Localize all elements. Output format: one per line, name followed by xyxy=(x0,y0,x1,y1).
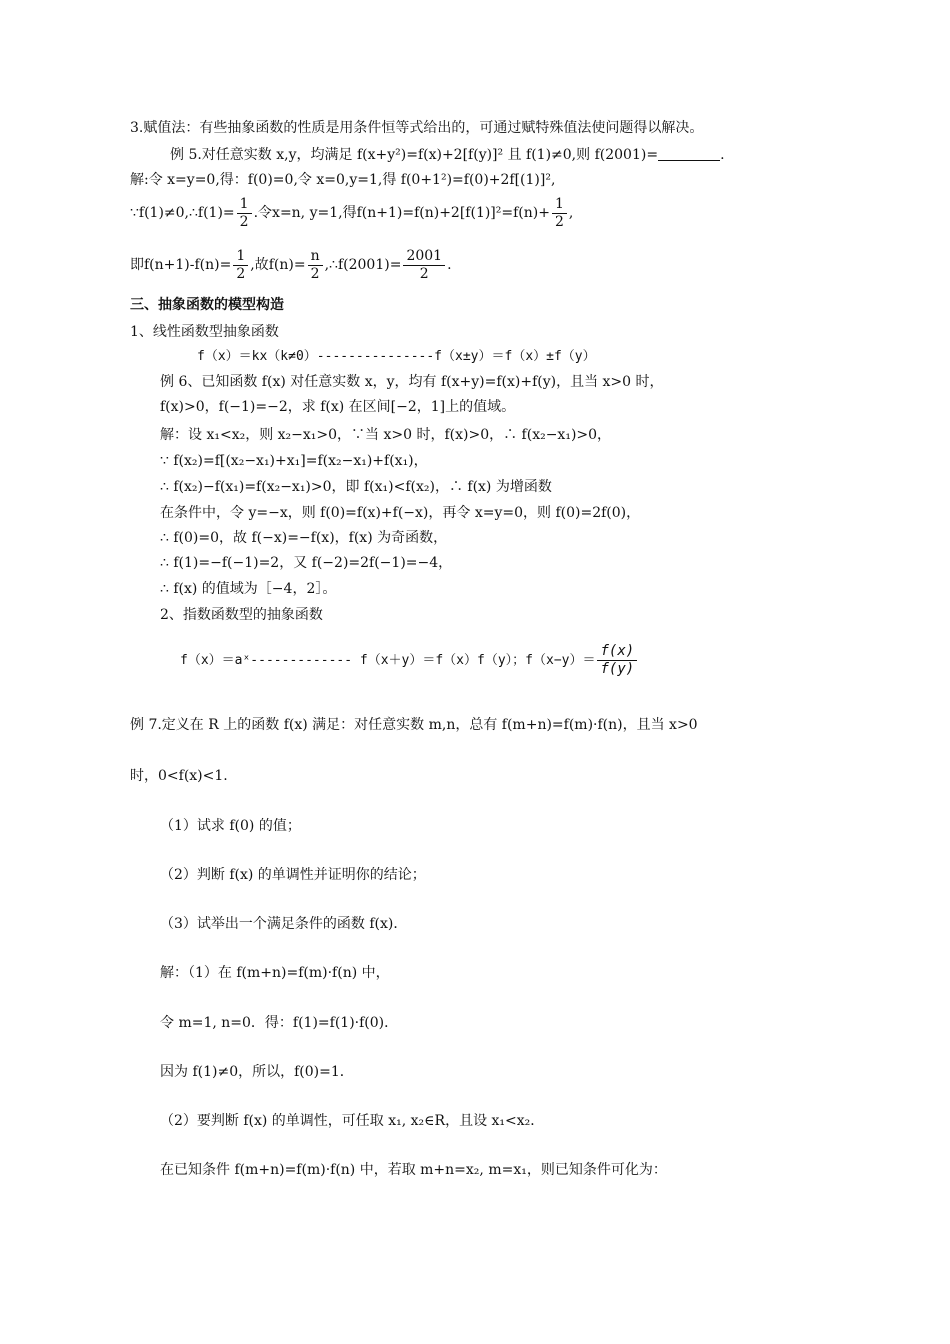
solution5-line3-text-c: ,∴f(2001)= xyxy=(324,257,402,273)
solution7-line5: 在已知条件 f(m+n)=f(m)·f(n) 中，若取 m+n=x₂, m=x₁，则已知条件可化为： xyxy=(160,1162,667,1178)
solution6-line1: 解：设 x₁<x₂，则 x₂−x₁>0，∵当 x>0 时，f(x)>0，∴ f(x₂−x₁)>0， xyxy=(160,427,612,443)
solution7-line1: 解：（1）在 f(m+n)=f(m)·f(n) 中， xyxy=(160,965,390,981)
solution7-line2: 令 m=1, n=0．得：f(1)=f(1)·f(0)． xyxy=(160,1015,399,1031)
fraction-denominator: 2 xyxy=(554,213,564,230)
fraction-numerator: 1 xyxy=(552,196,567,214)
fraction-2001-half xyxy=(403,248,445,283)
solution6-line2: ∵ f(x₂)=f[(x₂−x₁)+x₁]=f(x₂−x₁)+f(x₁)， xyxy=(160,453,428,469)
solution6-line6: ∴ f(1)=−f(−1)=2，又 f(−2)=2f(−1)=−4， xyxy=(160,555,453,571)
linear-model-formula: f（x）＝kx（k≠0）---------------f（x±y）＝f（x）±f（y） xyxy=(197,349,596,364)
section3-heading: 3.赋值法：有些抽象函数的性质是用条件恒等式给出的，可通过赋特殊值法使问题得以解决。 xyxy=(130,120,704,136)
example5-statement xyxy=(170,145,725,165)
fraction-numerator: 1 xyxy=(237,196,252,214)
solution5-line1: 解:令 x=y=0,得：f(0)=0,令 x=0,y=1,得 f(0+1²)=f(0)+2f[(1)]², xyxy=(130,172,556,188)
fraction-denominator: 2 xyxy=(419,265,429,282)
example7-question1: （1）试求 f(0) 的值； xyxy=(160,818,301,834)
fraction-numerator: n xyxy=(308,248,323,266)
example6-line1: 例 6、已知函数 f(x) 对任意实数 x，y，均有 f(x+y)=f(x)+f(y)，且当 x>0 时， xyxy=(160,374,664,390)
example7-line2: 时，0<f(x)<1. xyxy=(130,768,228,784)
fraction-denominator: 2 xyxy=(236,265,246,282)
solution5-line2-text-b: .令x=n, y=1,得f(n+1)=f(n)+2[f(1)]²=f(n)+ xyxy=(253,205,550,221)
fraction-denominator: f(y) xyxy=(600,661,635,677)
exponential-model-text: f（x）＝aˣ------------- f（x＋y）＝f（x）f（y）；f（x−y）＝ xyxy=(180,653,596,668)
solution5-line3-period: . xyxy=(447,257,452,273)
solution5-line2-comma: , xyxy=(568,205,574,221)
fraction-fx-over-fy xyxy=(597,643,637,678)
example7-line1: 例 7.定义在 R 上的函数 f(x) 满足：对任意实数 m,n，总有 f(m+n)=f(m)·f(n)，且当 x>0 xyxy=(130,717,698,733)
fraction-one-half xyxy=(552,196,567,231)
solution6-line7: ∴ f(x) 的值域为［−4，2］。 xyxy=(160,581,337,597)
fraction-denominator: 2 xyxy=(310,265,320,282)
linear-model-heading: 1、线性函数型抽象函数 xyxy=(130,324,279,340)
solution7-line3: 因为 f(1)≠0，所以，f(0)=1． xyxy=(160,1064,354,1080)
example5-text: 例 5.对任意实数 x,y，均满足 f(x+y²)=f(x)+2[f(y)]² 且 f(1)≠0,则 f(2001)= xyxy=(170,147,659,163)
fraction-numerator: f(x) xyxy=(597,643,637,661)
example5-period: . xyxy=(720,147,725,163)
exponential-model-formula xyxy=(180,641,639,681)
solution5-line3-text-b: ,故f(n)= xyxy=(250,257,306,273)
fraction-numerator: 1 xyxy=(233,248,248,266)
fraction-numerator: 2001 xyxy=(403,248,445,266)
fraction-denominator: 2 xyxy=(239,213,249,230)
exponential-model-heading: 2、指数函数型的抽象函数 xyxy=(160,607,323,623)
part3-heading: 三、抽象函数的模型构造 xyxy=(130,297,284,313)
solution6-line3: ∴ f(x₂)−f(x₁)=f(x₂−x₁)>0，即 f(x₁)<f(x₂)，∴ f(x) 为增函数 xyxy=(160,479,552,495)
solution6-line5: ∴ f(0)=0，故 f(−x)=−f(x)，f(x) 为奇函数， xyxy=(160,530,448,546)
solution7-line4: （2）要判断 f(x) 的单调性，可任取 x₁, x₂∈R，且设 x₁<x₂． xyxy=(160,1113,545,1129)
fraction-n-half xyxy=(308,248,323,283)
solution5-line3-text-a: 即f(n+1)-f(n)= xyxy=(130,257,232,273)
solution5-line2 xyxy=(130,193,573,233)
solution5-line3 xyxy=(130,245,452,285)
example6-line2: f(x)>0，f(−1)=−2，求 f(x) 在区间[−2，1]上的值域。 xyxy=(160,399,516,415)
fraction-one-half xyxy=(237,196,252,231)
example7-question3: （3）试举出一个满足条件的函数 f(x)． xyxy=(160,916,408,932)
example7-question2: （2）判断 f(x) 的单调性并证明你的结论； xyxy=(160,867,426,883)
fraction-one-half xyxy=(233,248,248,283)
solution5-line2-text-a: ∵f(1)≠0,∴f(1)= xyxy=(130,205,235,221)
solution6-line4: 在条件中，令 y=−x，则 f(0)=f(x)+f(−x)，再令 x=y=0，则 f(0)=2f(0)， xyxy=(160,505,641,521)
answer-blank xyxy=(658,146,720,161)
